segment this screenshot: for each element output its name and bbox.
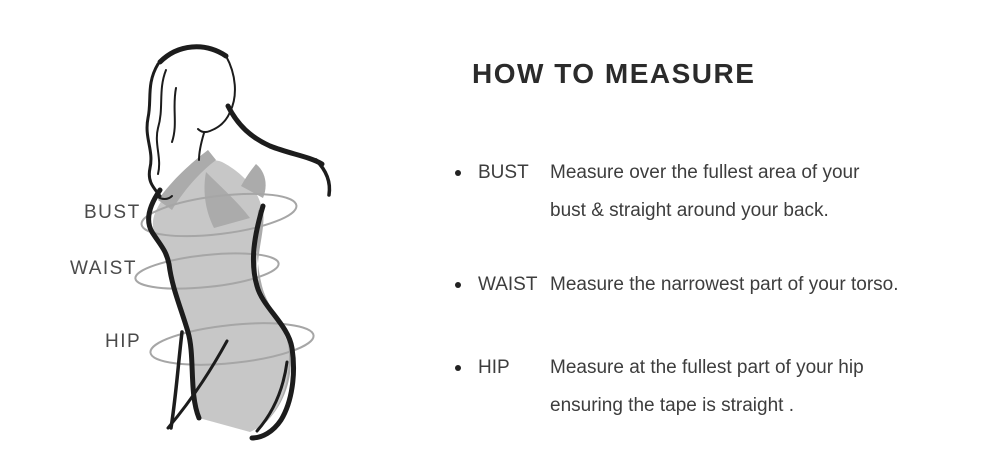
- waist-instruction-row: [450, 266, 960, 304]
- measurement-instructions: [450, 154, 960, 425]
- description-line: bust & straight around your back.: [550, 200, 829, 221]
- bullet-icon: [455, 282, 461, 288]
- page-title: HOW TO MEASURE: [472, 58, 756, 89]
- hair-strand-2: [157, 70, 166, 174]
- description-line: Measure over the fullest area of your: [550, 162, 860, 183]
- arm-line: [316, 160, 329, 195]
- bullet-icon: [455, 170, 461, 176]
- face-line: [198, 56, 235, 132]
- description-line: Measure the narrowest part of your torso.: [550, 274, 899, 295]
- bust-description: [550, 154, 859, 230]
- hip-description: [550, 349, 864, 425]
- instructions-panel: [450, 58, 960, 425]
- waist-term: WAIST: [478, 274, 538, 295]
- woman-silhouette-illustration: [0, 0, 440, 467]
- description-line: ensuring the tape is straight .: [550, 395, 794, 416]
- hip-term: HIP: [478, 357, 510, 378]
- figure-label-bust: BUST: [84, 202, 141, 223]
- bust-term: BUST: [478, 162, 529, 183]
- figure-label-waist: WAIST: [70, 258, 137, 279]
- shoulder-sweep-line: [228, 106, 322, 164]
- bust-instruction-row: [450, 154, 960, 230]
- hair-top-line: [160, 47, 226, 62]
- hair-strand-3: [172, 88, 176, 142]
- waist-description: [550, 266, 899, 304]
- hip-instruction-row: [450, 349, 960, 425]
- figure-label-hip: HIP: [105, 331, 142, 352]
- bullet-icon: [455, 365, 461, 371]
- description-line: Measure at the fullest part of your hip: [550, 357, 864, 378]
- measurement-figure: [0, 0, 440, 467]
